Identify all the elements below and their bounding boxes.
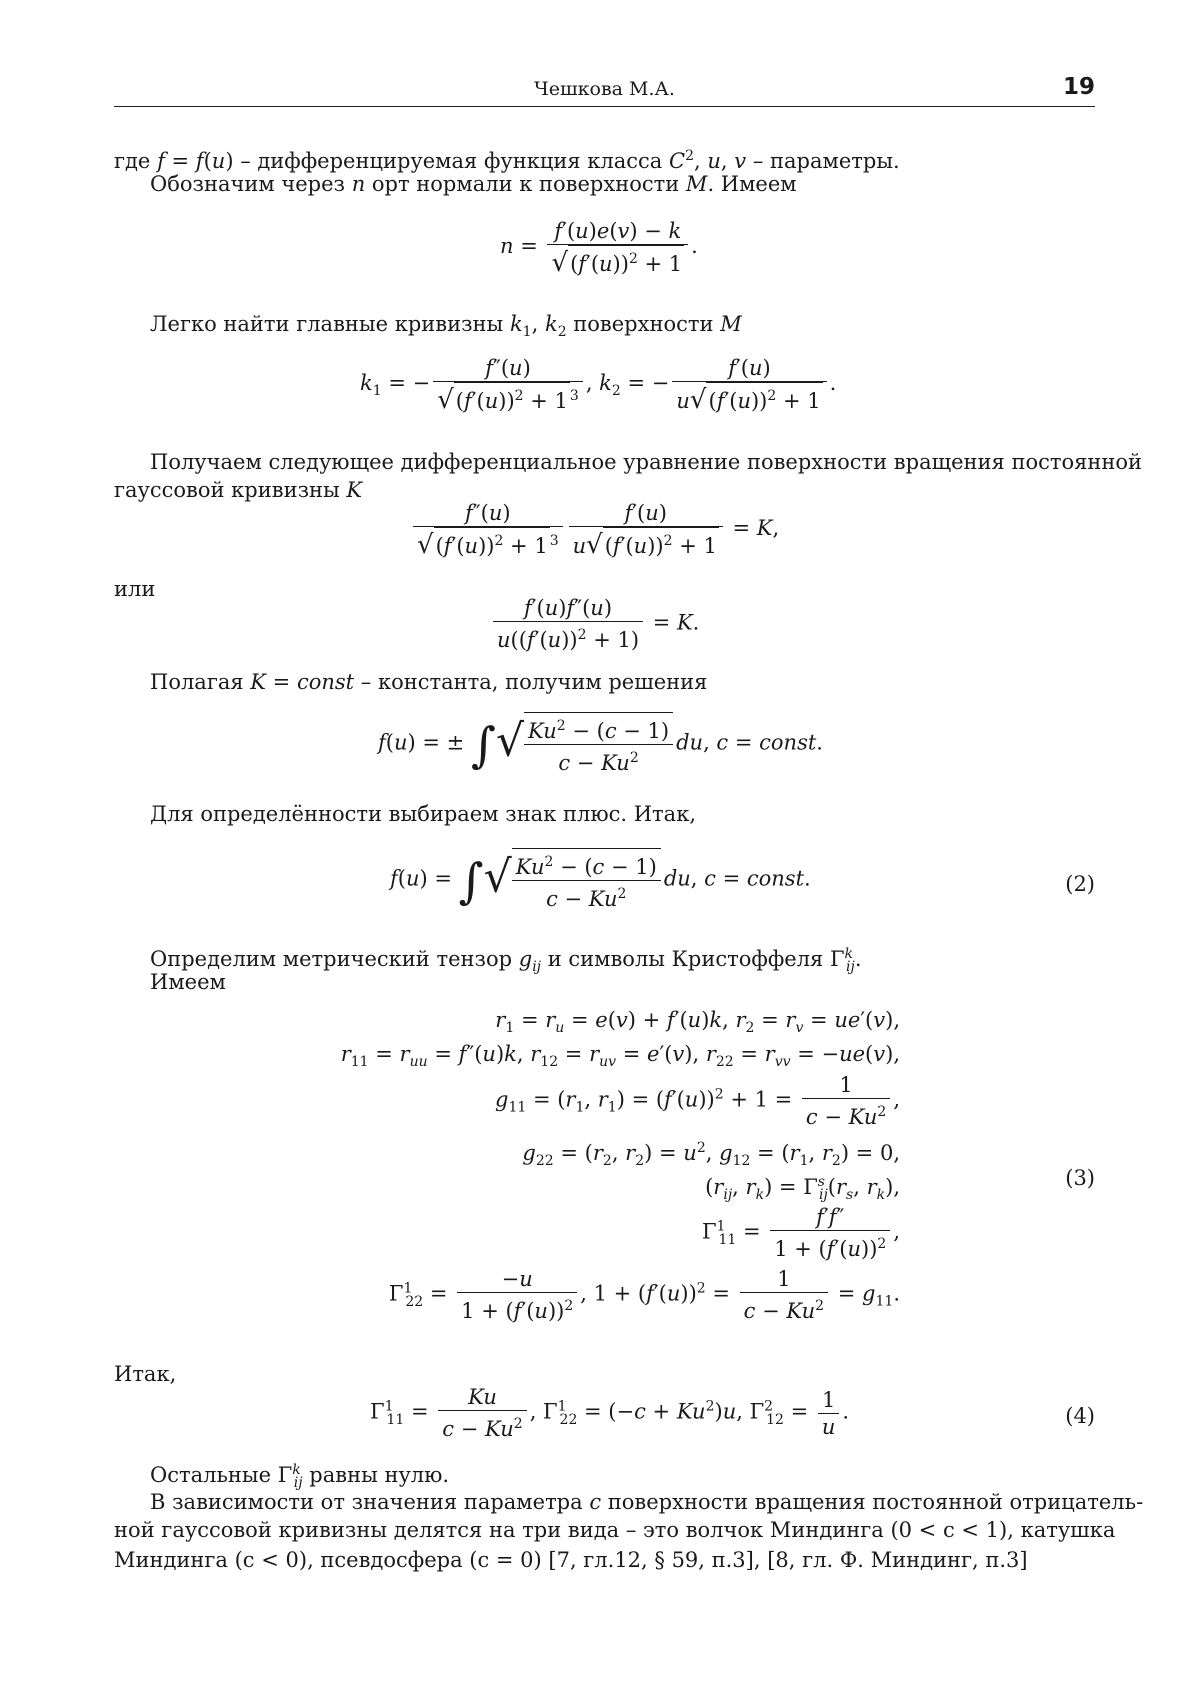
equation-solution-pm: f(u) = ± ∫√ $\frac{Ku^2 - (c - 1)}{c - Ku^2}$ du, c = const. [378,712,823,776]
text-line-10: Имеем [150,970,226,994]
text-line-1: где f = f(u) – дифференцируемая функция класса $C^2$, u, v – параметры. [114,148,900,173]
equation-christoffel: $\Gamma^1_{11}$ = $\frac{Ku}{c - Ku^2}$ , $\Gamma^1_{22} = (-c + Ku^2)u$, $\Gamma^2_{12}$ = $\frac{1}{u}$ . [370,1385,850,1441]
text-line-12: Остальные $\Gamma^k_{ij}$ равны нулю. [150,1462,450,1492]
equation-number-4: (4) [1065,1404,1095,1428]
text-line-9: Определим метрический тензор $g_{ij}$ и символы Кристоффеля $\Gamma^k_{ij}$. [150,946,862,976]
equation-number-2: (2) [1065,872,1095,896]
page-header [114,70,1095,107]
text-line-2: Обозначим через n орт нормали к поверхности M. Имеем [150,172,797,196]
equation-system-3: $r_1 = r_u = e(v) + f'(u)k$, $r_2 = r_v = ue'(v)$, $r_{11} = r_{uu} = f''(u)k$, $r_{12} = r_{uv} = e'(v)$, $r_{22} = r_{vv} = -ue(v)$, $g_{11} = (r_1$, $r_1) = (f'(u))^2 + 1$ = $\frac{1}{c - Ku^2}$ , $g_{22} = (r_2$, $r_2) = u^2$, $g_{12} = (r_1$, $r_2) = 0$, ($r_{ij}$, $r_k) = \Gamma^s_{ij}(r_s$, $r_k$), $\Gamma^1_{11}$ = $\frac{f'f''}{1 + (f'(u))^2}$ , $\Gamma^1_{22}$ = $\frac{-u}{1 + (f'(u))^2}$ , $1 + (f'(u))^2$ = $\frac{1}{c - Ku^2}$ = $g_{11}$. [340,1008,900,1323]
equation-ode-simplified: $\frac{f'(u)f''(u)}{u((f'(u))^2 + 1)}$ = K. [490,595,699,653]
text-line-5: гауссовой кривизны K [114,478,363,502]
equation-solution: f(u) = ∫√ $\frac{Ku^2 - (c - 1)}{c - Ku^2}$ du, c = const. [390,848,811,912]
text-line-3: Легко найти главные кривизны $k_1$, $k_2$ поверхности M [150,312,742,341]
text-line-4: Получаем следующее дифференциальное уравнение поверхности вращения постоянной [150,450,1143,474]
page-number: 19 [1062,74,1095,100]
text-line-11: Итак, [114,1362,177,1386]
equation-principal-curvatures: $k_1$ = − $\frac{f''(u)}{√(f'(u))^2 + 1 ^3}$ , $k_2$ = − $\frac{f'(u)}{u√(f'(u))^2 + 1}$ . [360,356,837,415]
text-line-7: Полагая K = const – константа, получим решения [150,670,708,694]
running-head-author: Чешкова М.А. [534,78,675,100]
text-line-8: Для определённости выбираем знак плюс. Итак, [150,802,696,826]
text-line-14: ной гауссовой кривизны делятся на три вида – это волчок Миндинга (0 < c < 1), катушка [114,1518,1116,1542]
equation-normal: n = $\frac{f'(u)e(v) - k}{√(f'(u))^2 + 1}$ . [500,219,698,278]
equation-number-3: (3) [1065,1166,1095,1190]
text-line-15: Миндинга (c < 0), псевдосфера (c = 0) [7, гл.12, § 59, п.3], [8, гл. Ф. Миндинг, п.3] [114,1548,1028,1572]
text-line-13: В зависимости от значения параметра c поверхности вращения постоянной отрицатель- [150,1490,1144,1514]
equation-ode: $\frac{f''(u)}{√(f'(u))^2 + 1 ^3}$ $\frac{f'(u)}{u√(f'(u))^2 + 1}$ = K, [410,500,779,559]
text-line-6: или [114,577,156,601]
